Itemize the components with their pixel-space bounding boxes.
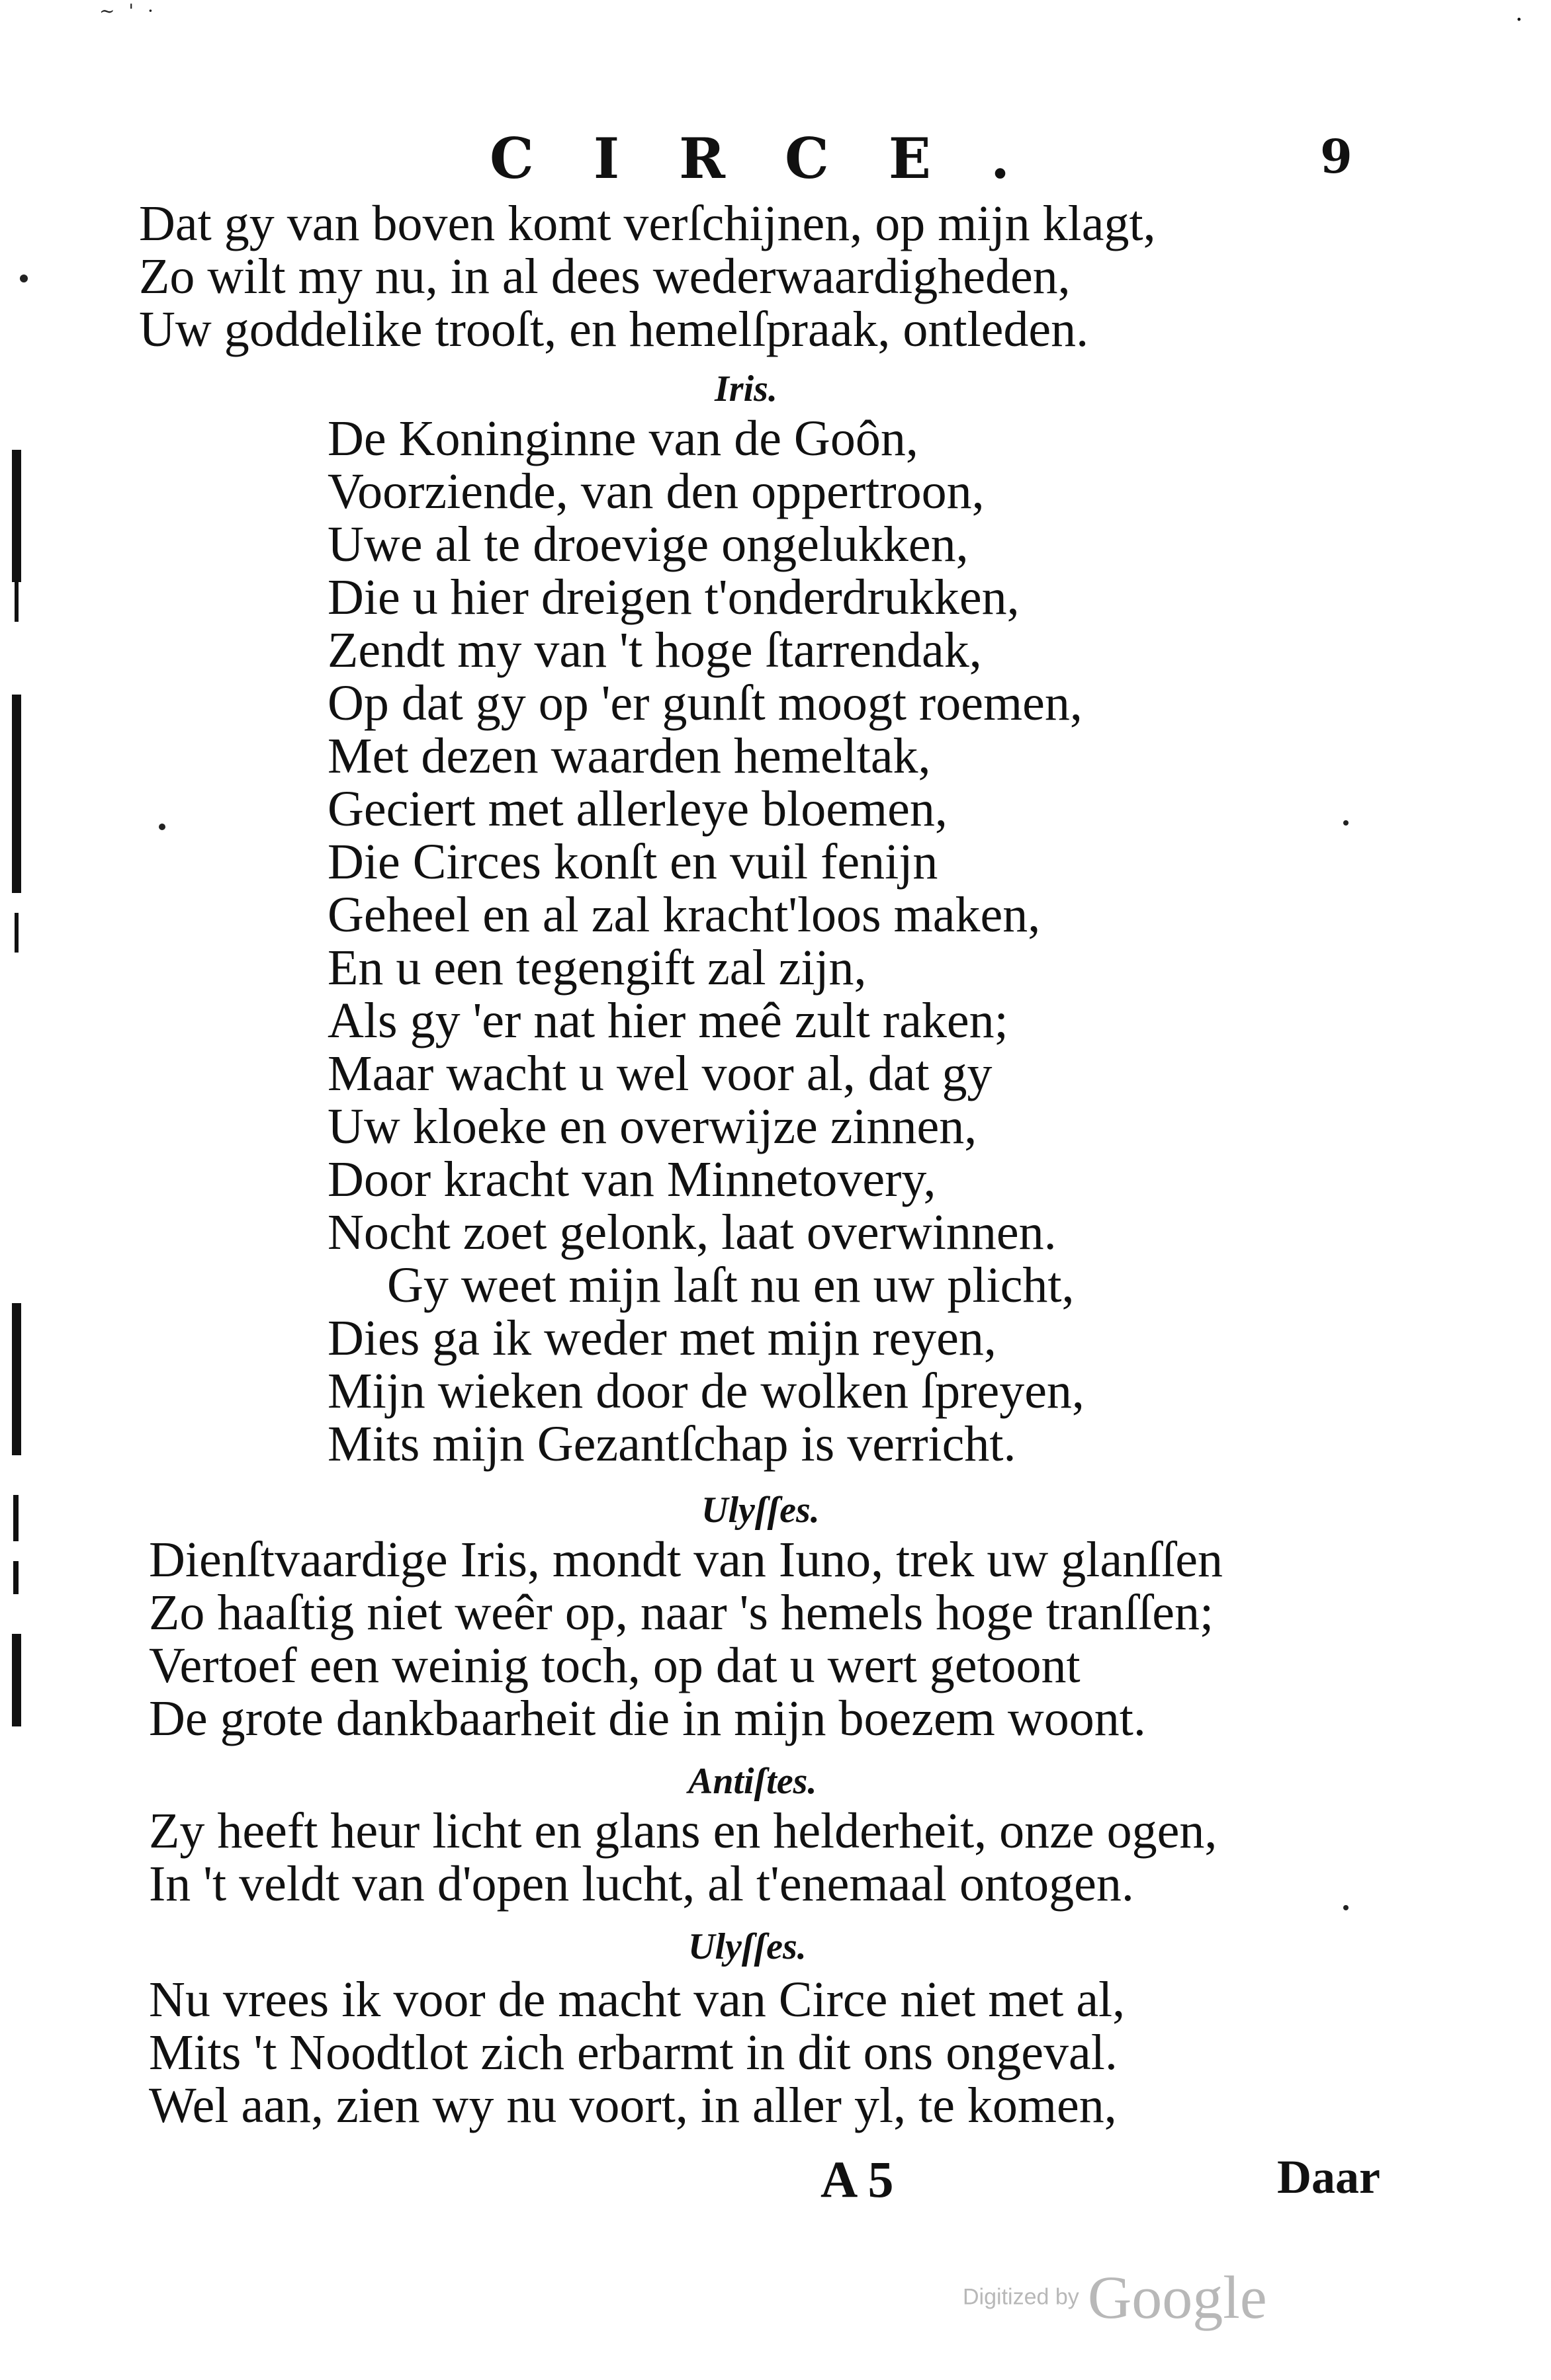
verse-line: Die Circes konſt en vuil fenijn <box>328 834 938 890</box>
verse-line: Gy weet mijn laſt nu en uw plicht, <box>387 1257 1075 1313</box>
verse-line: Nocht zoet gelonk, laat overwinnen. <box>328 1205 1057 1260</box>
catchword: Daar <box>1277 2150 1380 2203</box>
speaker-label: Ulyſſes. <box>701 1490 820 1531</box>
top-left-smudge: ~ ' · <box>99 0 157 22</box>
ink-speck <box>20 275 28 282</box>
verse-line: Uw goddelike trooſt, en hemelſpraak, ontleden. <box>139 302 1089 357</box>
verse-line: Voorziende, van den oppertroon, <box>328 464 985 519</box>
digitized-watermark <box>963 2262 1267 2332</box>
speaker-label: Iris. <box>715 368 777 409</box>
verse-line: Met dezen waarden hemeltak, <box>328 728 931 784</box>
verse-line: Zendt my van 't hoge ſtarrendak, <box>328 622 982 678</box>
verse-line: In 't veldt van d'open lucht, al t'enemaal ontogen. <box>149 1856 1134 1912</box>
verse-line: De Koninginne van de Goôn, <box>328 411 918 466</box>
verse-line: Uwe al te droevige ongelukken, <box>328 517 969 572</box>
verse-line: Vertoef een weinig toch, op dat u wert getoont <box>149 1638 1081 1693</box>
verse-line: En u een tegengift zal zijn, <box>328 940 867 996</box>
speaker-label: Antiſtes. <box>688 1761 817 1802</box>
verse-line: Wel aan, zien wy nu voort, in aller yl, te komen, <box>149 2078 1117 2133</box>
verse-line: Maar wacht u wel voor al, dat gy <box>328 1046 993 1101</box>
verse-line: Zy heeft heur licht en glans en helderheit, onze ogen, <box>149 1803 1218 1859</box>
speaker-label: Ulyſſes. <box>688 1926 807 1967</box>
binding-edge-shadow <box>15 913 19 953</box>
binding-edge-shadow <box>12 1634 21 1726</box>
binding-edge-shadow <box>13 1495 19 1541</box>
binding-edge-shadow <box>12 1303 21 1455</box>
verse-line: Geciert met allerleye bloemen, <box>328 781 948 837</box>
signature-mark: A 5 <box>820 2150 894 2208</box>
verse-line: Mijn wieken door de wolken ſpreyen, <box>328 1363 1085 1419</box>
running-head: CIRCE. <box>490 126 1070 191</box>
verse-line: Dies ga ik weder met mijn reyen, <box>328 1310 997 1366</box>
verse-line: Mits mijn Gezantſchap is verricht. <box>328 1416 1016 1472</box>
verse-line: Die u hier dreigen t'onderdrukken, <box>328 570 1020 625</box>
verse-line: De grote dankbaarheit die in mijn boezem woont. <box>149 1691 1146 1746</box>
verse-line: Op dat gy op 'er gunſt moogt roemen, <box>328 675 1083 731</box>
verse-line: Dat gy van boven komt verſchijnen, op mijn klagt, <box>139 196 1156 251</box>
verse-line: Als gy 'er nat hier meê zult raken; <box>328 993 1008 1048</box>
watermark-prefix: Digitized by <box>963 2284 1079 2310</box>
page-number: 9 <box>1320 129 1352 184</box>
ink-speck <box>159 824 165 830</box>
verse-line: Dienſtvaardige Iris, mondt van Iuno, trek uw glanſſen <box>149 1532 1223 1588</box>
verse-line: Mits 't Noodtlot zich erbarmt in dit ons ongeval. <box>149 2025 1118 2080</box>
verse-line: Zo wilt my nu, in al dees wederwaardigheden, <box>139 249 1071 304</box>
verse-line: Nu vrees ik voor de macht van Circe niet met al, <box>149 1972 1126 2027</box>
verse-line: Zo haaſtig niet weêr op, naar 's hemels hoge tranſſen; <box>149 1585 1214 1640</box>
top-right-smudge: · <box>1515 7 1523 34</box>
verse-line: Door kracht van Minnetovery, <box>328 1152 936 1207</box>
verse-line: Uw kloeke en overwijze zinnen, <box>328 1099 977 1154</box>
binding-edge-shadow <box>13 1561 19 1594</box>
binding-edge-shadow <box>12 450 21 582</box>
binding-edge-shadow <box>15 582 19 622</box>
verse-line: Geheel en al zal kracht'loos maken, <box>328 887 1041 943</box>
watermark-brand: Google <box>1087 2264 1267 2331</box>
ink-speck <box>1343 820 1349 826</box>
binding-edge-shadow <box>12 695 21 893</box>
ink-speck <box>1343 1905 1349 1910</box>
